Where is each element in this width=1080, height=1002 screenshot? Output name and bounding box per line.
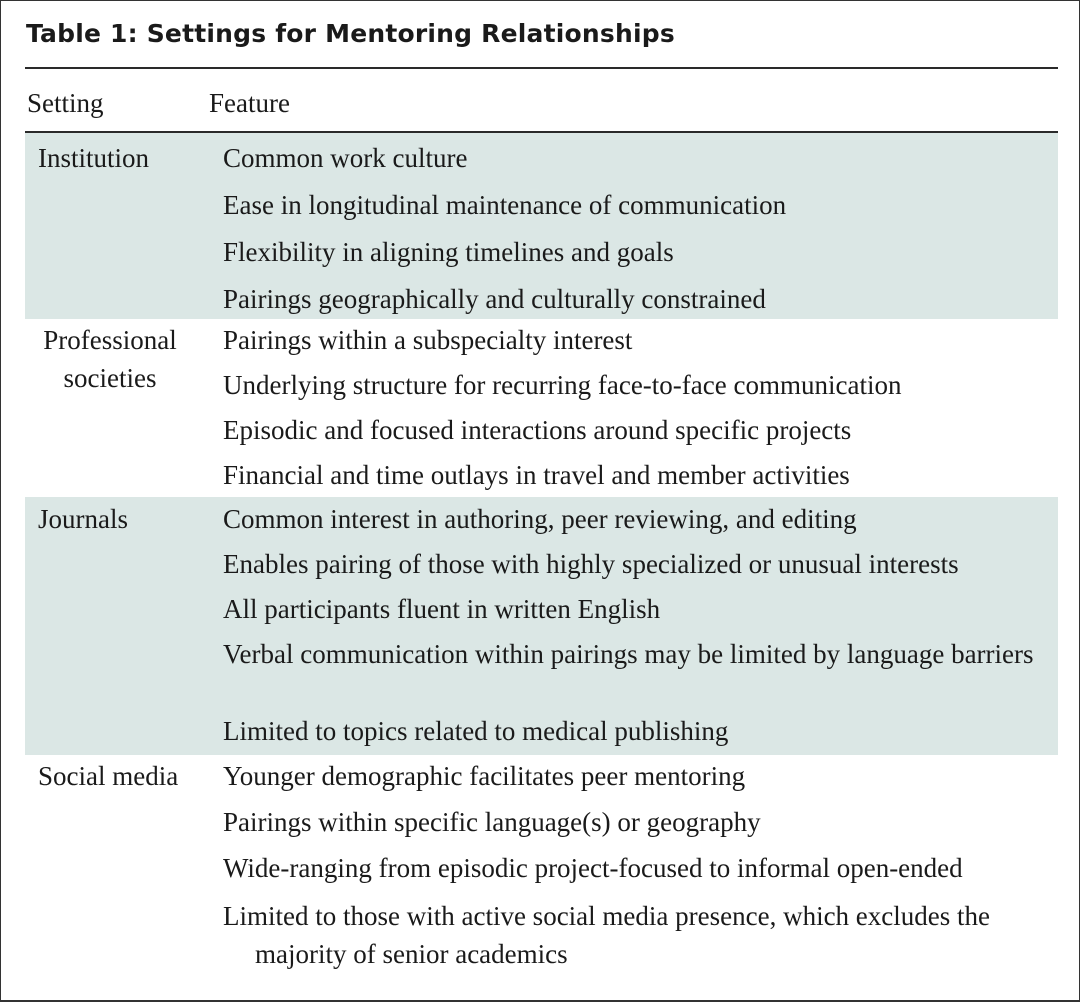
setting-label xyxy=(38,321,182,397)
feature-item: Underlying structure for recurring face-to-face communication xyxy=(223,370,902,400)
row-group-journals xyxy=(25,497,1058,755)
feature-item: Enables pairing of those with highly specialized or unusual interests xyxy=(223,549,959,579)
setting-label: Social media xyxy=(38,761,179,791)
feature-item: Pairings within specific language(s) or geography xyxy=(223,807,761,837)
feature-item: Common work culture xyxy=(223,143,468,173)
feature-item: Younger demographic facilitates peer mentoring xyxy=(223,761,746,791)
row-group-professional-societies xyxy=(25,319,1058,497)
feature-item: Common interest in authoring, peer reviewing, and editing xyxy=(223,504,857,534)
column-header-feature: Feature xyxy=(209,88,290,118)
feature-item: All participants fluent in written English xyxy=(223,594,661,624)
feature-item: Financial and time outlays in travel and member activities xyxy=(223,460,850,490)
feature-item: Limited to topics related to medical publishing xyxy=(223,716,729,746)
table-title: Table 1: Settings for Mentoring Relationships xyxy=(26,19,675,48)
feature-item: Pairings geographically and culturally constrained xyxy=(223,284,766,314)
row-group-institution xyxy=(25,133,1058,319)
setting-label: Institution xyxy=(38,143,150,173)
column-header-setting: Setting xyxy=(27,88,104,118)
setting-label-line: Professional xyxy=(43,325,177,355)
setting-label-line: societies xyxy=(63,363,157,393)
feature-item: Flexibility in aligning timelines and goals xyxy=(223,237,674,267)
setting-label: Journals xyxy=(38,504,128,534)
feature-item: Wide-ranging from episodic project-focused to informal open-ended xyxy=(223,853,963,883)
row-group-social-media xyxy=(25,755,1058,975)
feature-item: Episodic and focused interactions around specific projects xyxy=(223,415,852,445)
feature-item: Ease in longitudinal maintenance of communication xyxy=(223,190,787,220)
title-rule xyxy=(25,67,1058,69)
feature-item: Pairings within a subspecialty interest xyxy=(223,325,633,355)
feature-item: Limited to those with active social media presence, which excludes the majority of senior academics xyxy=(223,901,990,969)
feature-item: Verbal communication within pairings may be limited by language barriers xyxy=(223,639,1034,669)
